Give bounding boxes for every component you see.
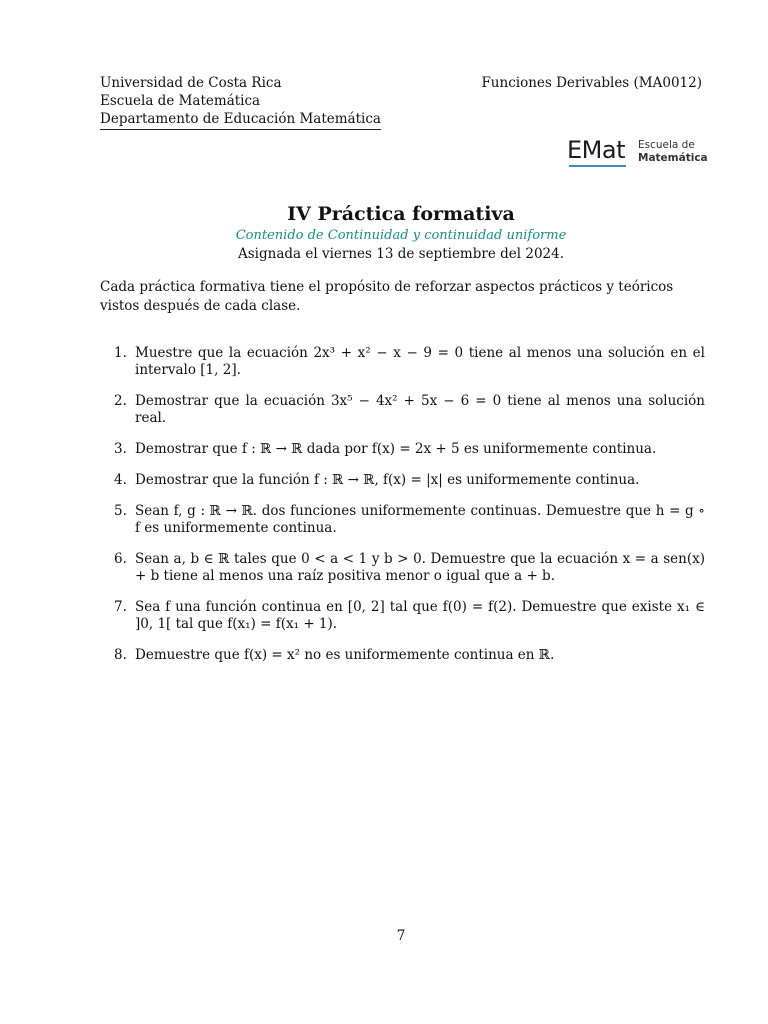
page-number: 7 xyxy=(396,928,406,944)
logo-subtitle xyxy=(638,139,708,165)
exercise-number: 4. xyxy=(114,472,127,488)
logo-underline xyxy=(569,165,626,167)
exercise-item xyxy=(114,393,705,427)
emat-logo xyxy=(566,136,706,170)
exercise-text: Sean a, b ∈ ℝ tales que 0 < a < 1 y b > 0. Demuestre que la ecuación x = a sen(x) + b tiene al menos una raíz positiva menor o igual que a + b. xyxy=(135,551,705,584)
exercise-text: Demuestre que f(x) = x² no es uniformemente continua en ℝ. xyxy=(135,647,555,663)
exercise-text: Sea f una función continua en [0, 2] tal que f(0) = f(2). Demuestre que existe x₁ ∈ ]0, 1[ tal que f(x₁) = f(x₁ + 1). xyxy=(135,599,705,632)
exercise-text: Sean f, g : ℝ → ℝ. dos funciones uniformemente continuas. Demuestre que h = g ∘ f es uniformemente continua. xyxy=(135,503,705,536)
exercise-number: 3. xyxy=(114,441,127,457)
exercise-item xyxy=(114,503,705,537)
exercise-item xyxy=(114,345,705,379)
exercise-item xyxy=(114,599,705,633)
exercise-text: Demostrar que f : ℝ → ℝ dada por f(x) = 2x + 5 es uniformemente continua. xyxy=(135,441,657,457)
exercise-number: 8. xyxy=(114,647,127,663)
course-name: Funciones Derivables (MA0012) xyxy=(481,75,702,91)
university-name: Universidad de Costa Rica xyxy=(100,75,282,91)
page-subtitle: Contenido de Continuidad y continuidad uniforme xyxy=(235,228,567,243)
exercise-item xyxy=(114,441,705,458)
exercise-item xyxy=(114,551,705,585)
exercise-number: 6. xyxy=(114,551,127,567)
logo-wordmark: EMat xyxy=(567,136,625,164)
page-title: IV Práctica formativa xyxy=(287,203,515,225)
exercise-item xyxy=(114,647,705,664)
exercise-text: Muestre que la ecuación 2x³ + x² − x − 9 = 0 tiene al menos una solución en el intervalo [1, 2]. xyxy=(135,345,705,378)
department-name: Departamento de Educación Matemática xyxy=(100,110,381,130)
logo-line2: Matemática xyxy=(638,152,708,164)
school-name: Escuela de Matemática xyxy=(100,93,261,109)
exercise-number: 7. xyxy=(114,599,127,615)
exercise-text: Demostrar que la función f : ℝ → ℝ, f(x) = |x| es uniformemente continua. xyxy=(135,472,640,488)
exercise-number: 1. xyxy=(114,345,127,361)
exercise-item xyxy=(114,472,705,489)
exercise-text: Demostrar que la ecuación 3x⁵ − 4x² + 5x − 6 = 0 tiene al menos una solución real. xyxy=(135,393,705,426)
exercise-number: 2. xyxy=(114,393,127,409)
institution-header xyxy=(100,74,381,130)
intro-paragraph: Cada práctica formativa tiene el propósito de reforzar aspectos prácticos y teóricos vistos después de cada clase. xyxy=(100,279,674,314)
exercise-number: 5. xyxy=(114,503,127,519)
assigned-date: Asignada el viernes 13 de septiembre del 2024. xyxy=(238,246,564,262)
exercise-list xyxy=(114,345,705,678)
logo-line1: Escuela de xyxy=(638,139,695,151)
